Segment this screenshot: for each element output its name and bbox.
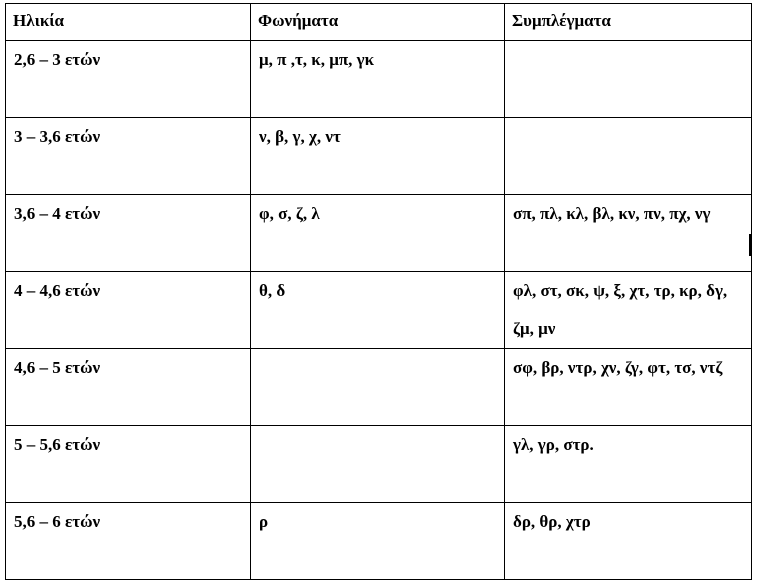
table-row (6, 272, 752, 349)
age-cell: 5 – 5,6 ετών (6, 426, 251, 503)
table-row (6, 349, 752, 426)
age-cell: 3,6 – 4 ετών (6, 195, 251, 272)
phonemes-cell: ν, β, γ, χ, ντ (251, 118, 505, 195)
phonemes-cell: ρ (251, 503, 505, 580)
age-cell: 3 – 3,6 ετών (6, 118, 251, 195)
header-phonemes: Φωνήματα (251, 4, 505, 41)
age-cell: 2,6 – 3 ετών (6, 41, 251, 118)
clusters-cell (505, 118, 752, 195)
clusters-cell: σφ, βρ, ντρ, χν, ζγ, φτ, τσ, ντζ (505, 349, 752, 426)
age-cell: 5,6 – 6 ετών (6, 503, 251, 580)
clusters-cell: φλ, στ, σκ, ψ, ξ, χτ, τρ, κρ, δγ, ζμ, μν (505, 272, 752, 349)
age-cell: 4,6 – 5 ετών (6, 349, 251, 426)
phonemes-cell (251, 349, 505, 426)
table-row (6, 503, 752, 580)
phonemes-cell: θ, δ (251, 272, 505, 349)
header-clusters: Συμπλέγματα (505, 4, 752, 41)
phonemes-cell: μ, π ,τ, κ, μπ, γκ (251, 41, 505, 118)
clusters-cell (505, 41, 752, 118)
phoneme-development-table (5, 3, 752, 580)
phonemes-cell: φ, σ, ζ, λ (251, 195, 505, 272)
header-row (6, 4, 752, 41)
clusters-cell: δρ, θρ, χτρ (505, 503, 752, 580)
age-cell: 4 – 4,6 ετών (6, 272, 251, 349)
clusters-cell: γλ, γρ, στρ. (505, 426, 752, 503)
table-row (6, 118, 752, 195)
table-row (6, 426, 752, 503)
table-row (6, 195, 752, 272)
clusters-cell: σπ, πλ, κλ, βλ, κν, πν, πχ, νγ (505, 195, 752, 272)
header-age: Ηλικία (6, 4, 251, 41)
text-cursor-mark (749, 234, 751, 256)
phonemes-cell (251, 426, 505, 503)
table-row (6, 41, 752, 118)
